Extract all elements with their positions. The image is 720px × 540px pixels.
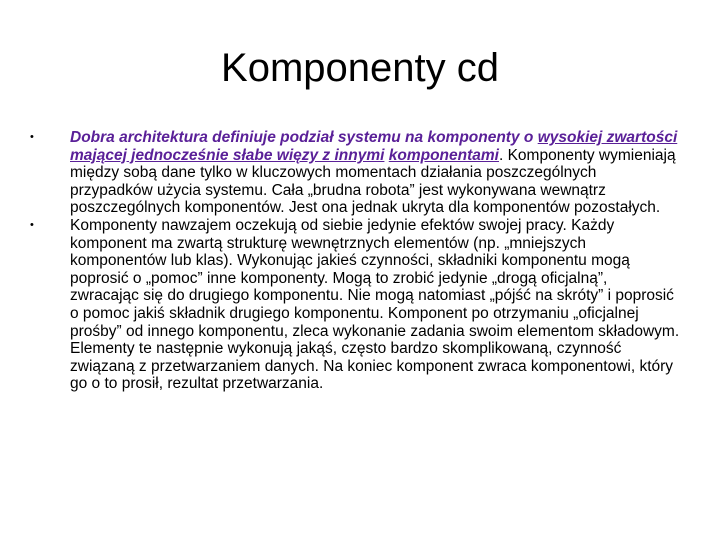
bullet-list — [30, 129, 680, 393]
slide-title: Komponenty cd — [221, 46, 499, 90]
bullet-icon: • — [30, 218, 34, 231]
bullet-text: . Komponenty wymieniają między sobą dane tylko w kluczowych momentach działania poszczególnych przypadków użycia systemu. Cała „brudna robota” jest wykonywana wewnątrz poszczególnych komponentów. Jest ona jednak ukryta dla komponentów pozostałych. — [70, 146, 676, 217]
bullet-item-architecture — [30, 129, 680, 217]
emphasized-text-line-1: Dobra architektura definiuje podział systemu na komponenty o — [70, 129, 534, 146]
emphasized-text-line-3: komponentami — [388, 146, 499, 164]
bullet-icon: • — [30, 131, 34, 143]
emphasized-text-line-2: wysokiej zwartości mającej jednocześnie słabe więzy z innymi — [70, 129, 678, 164]
bullet-text: Komponenty nawzajem oczekują od siebie jedynie efektów swojej pracy. Każdy komponent ma zwartą strukturę wewnętrznych elementów (np. „mniejszych komponentów lub klas). Wykonując jakieś czynności, składniki komponentu mogą poprosić o „pomoc” inne komponenty. Mogą to zrobić jedynie „drogą oficjalną”, zwracając się do drugiego komponentu. Nie mogą natomiast „pójść na skróty” i poprosić o pomoc jakiś składnik drugiego komponentu. Komponent po otrzymaniu „oficjalnej prośby” od innego komponentu, zleca wykonanie zadania swoim elementom składowym. Elementy te następnie wykonują jakąś, często bardzo skomplikowaną, czynność związaną z przetwarzaniem danych. Na koniec komponent zwraca komponentowi, który go o to prosił, rezultat przetwarzania. — [70, 216, 680, 393]
bullet-item-components — [30, 217, 680, 393]
